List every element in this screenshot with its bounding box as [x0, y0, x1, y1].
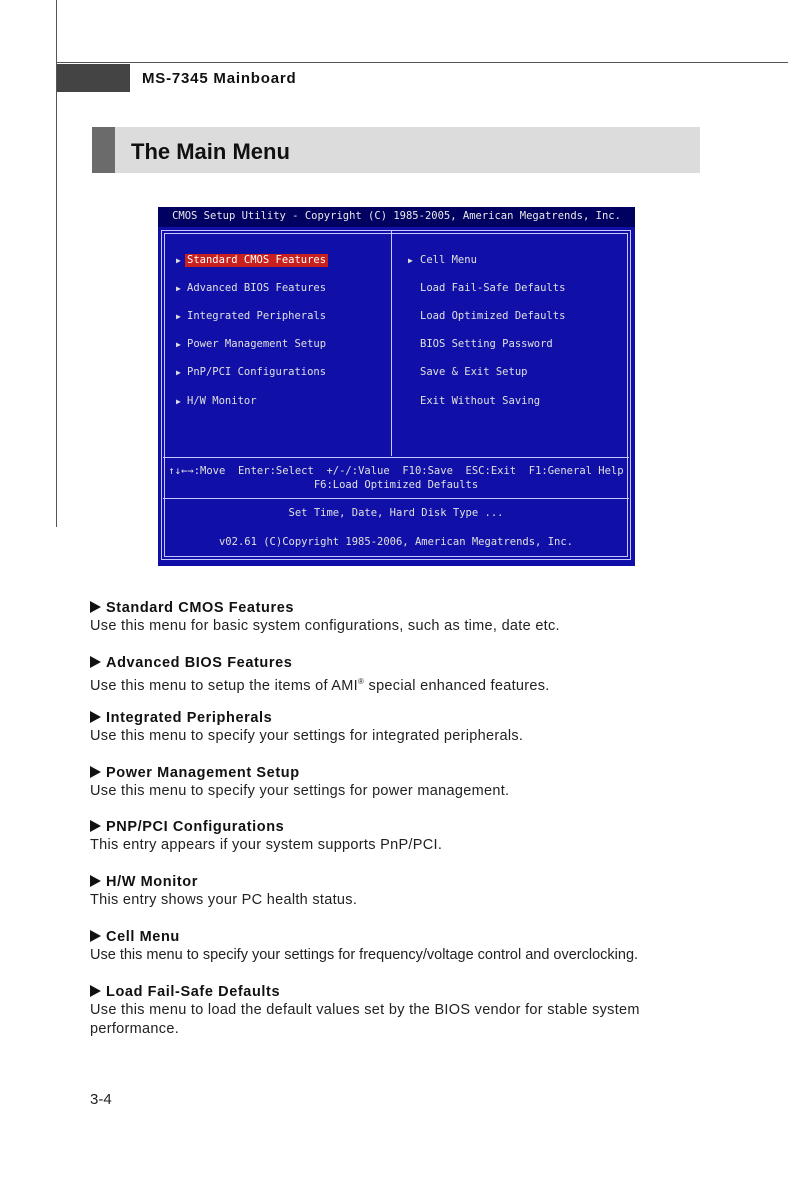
submenu-arrow-icon: ▶: [408, 256, 413, 265]
page-border-horizontal: [56, 62, 788, 63]
submenu-arrow-icon: ▶: [176, 284, 181, 293]
bios-menu-pnp-pci[interactable]: PnP/PCI Configurations: [187, 366, 327, 378]
desc-integrated-peripherals: Integrated Peripherals Use this menu to specify your settings for integrated peripherals.: [90, 710, 524, 744]
bios-help-line: F6:Load Optimized Defaults: [313, 479, 479, 490]
triangle-bullet-icon: [90, 601, 101, 613]
triangle-bullet-icon: [90, 930, 101, 942]
desc-hw-monitor: H/W Monitor This entry shows your PC health status.: [90, 874, 358, 908]
bios-menu-exit-no-save[interactable]: Exit Without Saving: [420, 395, 541, 407]
bios-menu-password[interactable]: BIOS Setting Password: [420, 338, 553, 350]
bios-menu-cell-menu[interactable]: Cell Menu: [420, 254, 477, 266]
submenu-arrow-icon: ▶: [176, 312, 181, 321]
bios-status-text: Set Time, Date, Hard Disk Type ...: [288, 507, 504, 519]
submenu-arrow-icon: ▶: [176, 368, 181, 377]
bios-title-bar: [158, 207, 635, 227]
desc-cell-menu: Cell Menu Use this menu to specify your settings for frequency/voltage control and overclocking.: [90, 929, 639, 963]
bios-menu-integrated-peripherals[interactable]: Integrated Peripherals: [187, 310, 327, 322]
page-number: 3-4: [90, 1091, 112, 1108]
bios-menu-power-management[interactable]: Power Management Setup: [187, 338, 327, 350]
desc-standard-cmos: Standard CMOS Features Use this menu for basic system configurations, such as time, date etc.: [90, 600, 560, 634]
bios-menu-standard-cmos[interactable]: Standard CMOS Features: [187, 254, 327, 266]
triangle-bullet-icon: [90, 875, 101, 887]
desc-pnp-pci: PNP/PCI Configurations This entry appears if your system supports PnP/PCI.: [90, 819, 443, 853]
triangle-bullet-icon: [90, 820, 101, 832]
bios-menu-load-optimized[interactable]: Load Optimized Defaults: [420, 310, 566, 322]
triangle-bullet-icon: [90, 985, 101, 997]
triangle-bullet-icon: [90, 766, 101, 778]
triangle-bullet-icon: [90, 656, 101, 668]
bios-version-text: v02.61 (C)Copyright 1985-2006, American Megatrends, Inc.: [218, 536, 573, 548]
header-title: MS-7345 Mainboard: [142, 70, 297, 87]
bios-menu-advanced-bios[interactable]: Advanced BIOS Features: [187, 282, 327, 294]
bios-menu-load-failsafe[interactable]: Load Fail-Safe Defaults: [420, 282, 566, 294]
bios-help-line: ↑↓←→:Move Enter:Select +/-/:Value F10:Save ESC:Exit F1:General Help: [168, 465, 624, 477]
desc-advanced-bios: Advanced BIOS Features Use this menu to setup the items of AMI® special enhanced features.: [90, 655, 550, 694]
bios-status-divider: [163, 498, 629, 499]
submenu-arrow-icon: ▶: [176, 340, 181, 349]
section-title: The Main Menu: [131, 139, 290, 164]
bios-menu-save-exit[interactable]: Save & Exit Setup: [420, 366, 528, 378]
bios-menu-hw-monitor[interactable]: H/W Monitor: [187, 395, 257, 407]
submenu-arrow-icon: ▶: [176, 397, 181, 406]
section-tab-block: [92, 127, 115, 173]
submenu-arrow-icon: ▶: [176, 256, 181, 265]
bios-column-divider: [391, 231, 392, 456]
bios-screenshot: [158, 207, 635, 566]
bios-help-divider: [163, 457, 629, 458]
desc-load-failsafe: Load Fail-Safe Defaults Use this menu to load the default values set by the BIOS vendor for stable system performance.: [90, 984, 640, 1037]
bios-title: CMOS Setup Utility - Copyright (C) 1985-2005, American Megatrends, Inc.: [172, 210, 621, 222]
desc-power-management: Power Management Setup Use this menu to specify your settings for power management.: [90, 765, 510, 799]
triangle-bullet-icon: [90, 711, 101, 723]
header-tab-block: [57, 64, 130, 92]
